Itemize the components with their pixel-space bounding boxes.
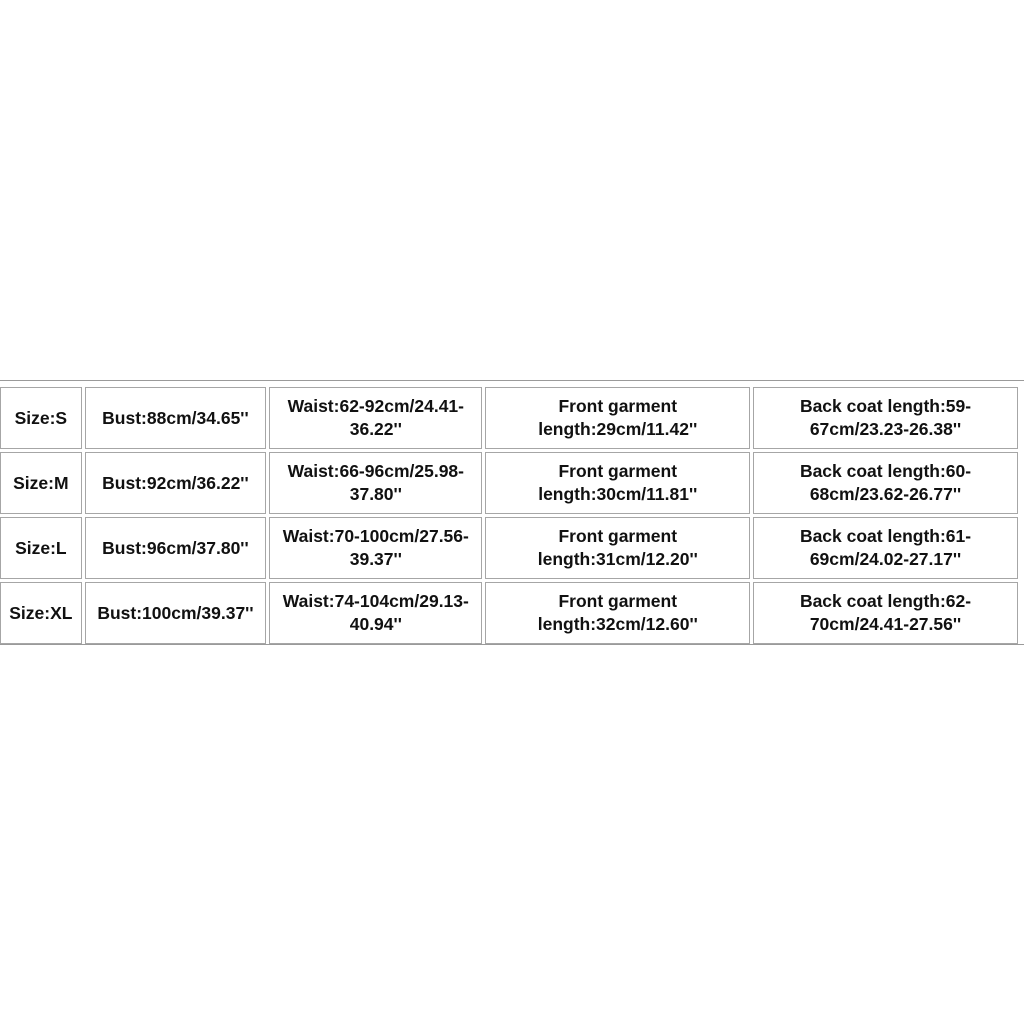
size-cell: Size:M	[0, 452, 82, 514]
back-line-2: 68cm/23.62-26.77''	[809, 484, 962, 504]
back-length-cell	[753, 517, 1018, 579]
front-length-cell	[485, 582, 750, 644]
back-line-1: Back coat length:62-	[799, 591, 972, 611]
waist-line-2: 40.94''	[349, 614, 402, 634]
table-row	[0, 387, 1018, 449]
waist-cell	[269, 582, 482, 644]
back-line-1: Back coat length:60-	[799, 461, 972, 481]
waist-cell	[269, 452, 482, 514]
bust-cell: Bust:96cm/37.80''	[85, 517, 266, 579]
waist-cell	[269, 387, 482, 449]
table-row	[0, 582, 1018, 644]
size-chart	[0, 380, 1024, 645]
front-length-cell	[485, 452, 750, 514]
back-length-cell	[753, 387, 1018, 449]
waist-line-2: 37.80''	[349, 484, 402, 504]
back-line-2: 67cm/23.23-26.38''	[809, 419, 962, 439]
back-length-cell	[753, 582, 1018, 644]
front-line-2: length:32cm/12.60''	[537, 614, 698, 634]
waist-cell	[269, 517, 482, 579]
waist-line-1: Waist:74-104cm/29.13-	[282, 591, 469, 611]
size-cell: Size:S	[0, 387, 82, 449]
front-line-1: Front garment	[558, 526, 678, 546]
table-row	[0, 517, 1018, 579]
front-line-2: length:29cm/11.42''	[538, 419, 698, 439]
size-table	[0, 384, 1021, 645]
bust-cell: Bust:100cm/39.37''	[85, 582, 266, 644]
front-line-1: Front garment	[558, 591, 678, 611]
front-length-cell	[485, 387, 750, 449]
size-cell: Size:XL	[0, 582, 82, 644]
front-line-1: Front garment	[558, 396, 678, 416]
back-length-cell	[753, 452, 1018, 514]
waist-line-1: Waist:70-100cm/27.56-	[282, 526, 469, 546]
front-line-1: Front garment	[558, 461, 678, 481]
waist-line-2: 36.22''	[349, 419, 402, 439]
front-length-cell	[485, 517, 750, 579]
front-line-2: length:31cm/12.20''	[537, 549, 698, 569]
bust-cell: Bust:88cm/34.65''	[85, 387, 266, 449]
bust-cell: Bust:92cm/36.22''	[85, 452, 266, 514]
back-line-1: Back coat length:61-	[799, 526, 972, 546]
back-line-2: 69cm/24.02-27.17''	[809, 549, 962, 569]
table-row	[0, 452, 1018, 514]
size-cell: Size:L	[0, 517, 82, 579]
waist-line-1: Waist:66-96cm/25.98-	[287, 461, 464, 481]
waist-line-2: 39.37''	[349, 549, 402, 569]
back-line-2: 70cm/24.41-27.56''	[809, 614, 962, 634]
front-line-2: length:30cm/11.81''	[538, 484, 698, 504]
back-line-1: Back coat length:59-	[799, 396, 972, 416]
waist-line-1: Waist:62-92cm/24.41-	[287, 396, 464, 416]
